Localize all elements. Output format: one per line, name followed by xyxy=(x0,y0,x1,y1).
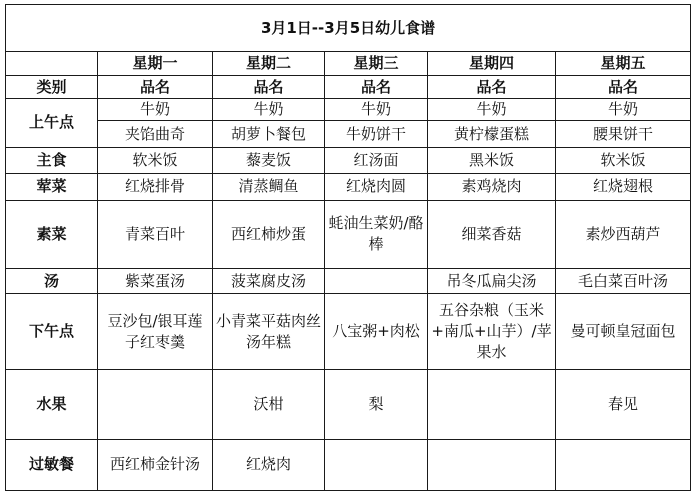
meat-label: 荤菜 xyxy=(6,173,98,200)
soup-fri: 毛白菜百叶汤 xyxy=(556,269,691,294)
fruit-row xyxy=(6,370,691,439)
morning-drink-tue: 牛奶 xyxy=(213,99,325,121)
corner-cell xyxy=(6,52,98,76)
soup-row xyxy=(6,269,691,294)
morning-snack-mon: 夹馅曲奇 xyxy=(98,121,213,147)
day-header-row xyxy=(6,52,691,76)
day-header-fri: 星期五 xyxy=(556,52,691,76)
morning-row xyxy=(6,99,691,121)
afternoon-label: 下午点 xyxy=(6,294,98,370)
morning-drink-mon: 牛奶 xyxy=(98,99,213,121)
allergy-label: 过敏餐 xyxy=(6,439,98,490)
veg-mon: 青菜百叶 xyxy=(98,200,213,268)
allergy-tue: 红烧肉 xyxy=(213,439,325,490)
day-header-thu: 星期四 xyxy=(428,52,556,76)
allergy-mon: 西红柿金针汤 xyxy=(98,439,213,490)
meat-wed: 红烧肉圆 xyxy=(325,173,428,200)
soup-wed xyxy=(325,269,428,294)
veg-label: 素菜 xyxy=(6,200,98,268)
day-header-mon: 星期一 xyxy=(98,52,213,76)
fruit-wed: 梨 xyxy=(325,370,428,439)
staple-tue: 藜麦饭 xyxy=(213,147,325,173)
staple-thu: 黑米饭 xyxy=(428,147,556,173)
staple-wed: 红汤面 xyxy=(325,147,428,173)
fruit-thu xyxy=(428,370,556,439)
menu-title: 3月1日--3月5日幼儿食谱 xyxy=(6,5,691,52)
afternoon-thu: 五谷杂粮（玉米+南瓜+山芋）/苹果水 xyxy=(428,294,556,370)
afternoon-tue: 小青菜平菇肉丝汤年糕 xyxy=(213,294,325,370)
morning-drink-thu: 牛奶 xyxy=(428,99,556,121)
item-header: 品名 xyxy=(556,76,691,99)
fruit-fri: 春见 xyxy=(556,370,691,439)
staple-row xyxy=(6,147,691,173)
morning-snack-row xyxy=(6,121,691,147)
soup-mon: 紫菜蛋汤 xyxy=(98,269,213,294)
fruit-mon xyxy=(98,370,213,439)
afternoon-row xyxy=(6,294,691,370)
meat-fri: 红烧翅根 xyxy=(556,173,691,200)
allergy-row xyxy=(6,439,691,490)
meat-row xyxy=(6,173,691,200)
staple-label: 主食 xyxy=(6,147,98,173)
soup-tue: 菠菜腐皮汤 xyxy=(213,269,325,294)
item-header: 品名 xyxy=(98,76,213,99)
afternoon-mon: 豆沙包/银耳莲子红枣羹 xyxy=(98,294,213,370)
morning-label: 上午点 xyxy=(6,99,98,147)
veg-wed: 蚝油生菜奶/酪棒 xyxy=(325,200,428,268)
veg-thu: 细菜香菇 xyxy=(428,200,556,268)
item-header: 品名 xyxy=(428,76,556,99)
item-header: 品名 xyxy=(325,76,428,99)
meat-tue: 清蒸鲷鱼 xyxy=(213,173,325,200)
morning-snack-wed: 牛奶饼干 xyxy=(325,121,428,147)
title-row xyxy=(6,5,691,52)
soup-label: 汤 xyxy=(6,269,98,294)
veg-tue: 西红柿炒蛋 xyxy=(213,200,325,268)
category-header: 类别 xyxy=(6,76,98,99)
afternoon-wed: 八宝粥+肉松 xyxy=(325,294,428,370)
staple-mon: 软米饭 xyxy=(98,147,213,173)
allergy-wed xyxy=(325,439,428,490)
soup-thu: 吊冬瓜扁尖汤 xyxy=(428,269,556,294)
morning-snack-fri: 腰果饼干 xyxy=(556,121,691,147)
meat-mon: 红烧排骨 xyxy=(98,173,213,200)
staple-fri: 软米饭 xyxy=(556,147,691,173)
morning-snack-tue: 胡萝卜餐包 xyxy=(213,121,325,147)
veg-fri: 素炒西葫芦 xyxy=(556,200,691,268)
allergy-thu xyxy=(428,439,556,490)
afternoon-fri: 曼可顿皇冠面包 xyxy=(556,294,691,370)
morning-drink-fri: 牛奶 xyxy=(556,99,691,121)
weekly-menu-table xyxy=(5,4,691,491)
morning-drink-wed: 牛奶 xyxy=(325,99,428,121)
fruit-tue: 沃柑 xyxy=(213,370,325,439)
allergy-fri xyxy=(556,439,691,490)
day-header-tue: 星期二 xyxy=(213,52,325,76)
item-header: 品名 xyxy=(213,76,325,99)
veg-row xyxy=(6,200,691,268)
morning-snack-thu: 黄柠檬蛋糕 xyxy=(428,121,556,147)
meat-thu: 素鸡烧肉 xyxy=(428,173,556,200)
day-header-wed: 星期三 xyxy=(325,52,428,76)
subheader-row xyxy=(6,76,691,99)
fruit-label: 水果 xyxy=(6,370,98,439)
